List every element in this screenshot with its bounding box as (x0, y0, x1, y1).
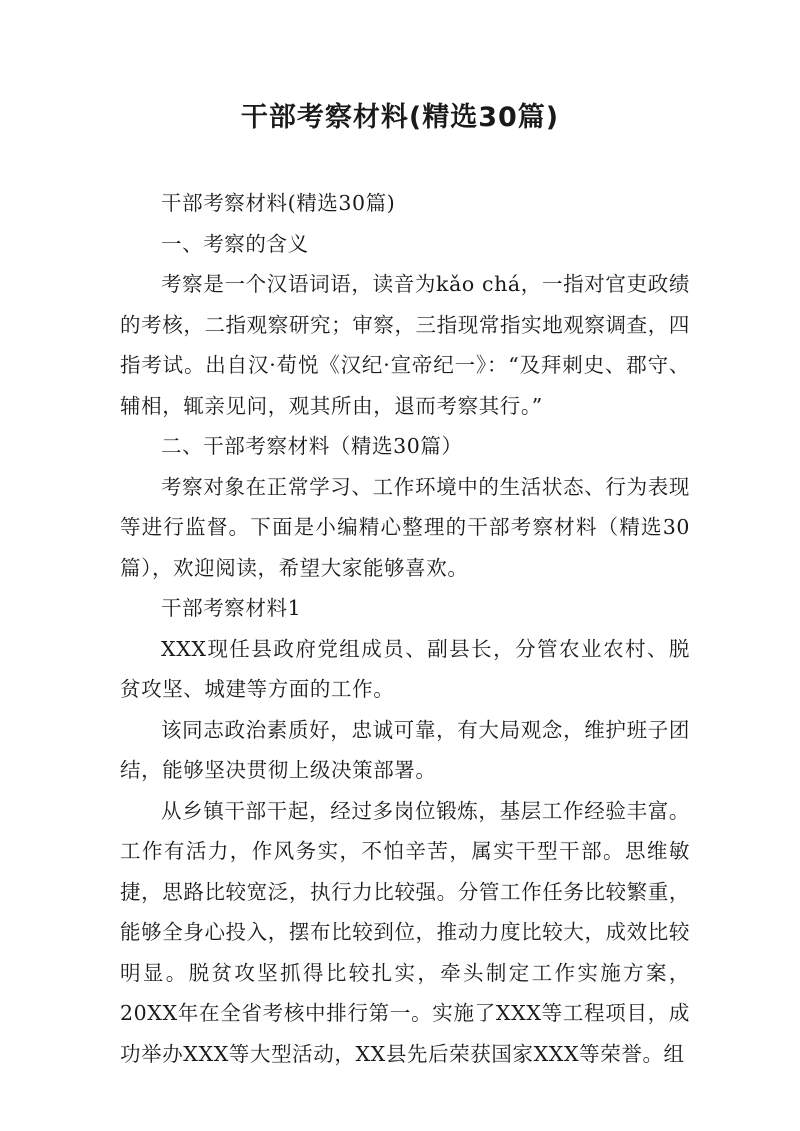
paragraph-work-experience: 从乡镇干部干起，经过多岗位锻炼，基层工作经验丰富。工作有活力，作风务实，不怕辛苦，属实干型干部。思维敏捷，思路比较宽泛，执行力比较强。分管工作任务比较繁重，能够全身心投入，摆布比较到位，推动力度比较大，成效比较明显。脱贫攻坚抓得比较扎实，牵头制定工作实施方案，20XX年在全省考核中排行第一。实施了XXX等工程项目，成功举办XXX等大型活动，XX县先后荣获国家XXX等荣誉。组 (120, 798, 690, 1066)
subheading-material-1: 干部考察材料1 (161, 596, 302, 620)
document-title: 干部考察材料(精选30篇) (240, 102, 560, 133)
document-body (120, 183, 690, 1074)
section-heading-materials: 二、干部考察材料（精选30篇） (161, 434, 463, 458)
paragraph-meaning: 考察是一个汉语词语，读音为kǎo chá，一指对官吏政绩的考核，二指观察研究；审察，三指现常指实地观察调查，四指考试。出自汉·荀悦《汉纪·宣帝纪一》：“及拜刺史、郡守、辅相，辄亲见问，观其所由，退而考察其行。” (120, 272, 690, 418)
paragraph-materials-intro: 考察对象在正常学习、工作环境中的生活状态、行为表现等进行监督。下面是小编精心整理的干部考察材料（精选30篇），欢迎阅读，希望大家能够喜欢。 (120, 474, 690, 580)
paragraph-political-quality: 该同志政治素质好，忠诚可靠，有大局观念，维护班子团结，能够坚决贯彻上级决策部署。 (120, 717, 690, 782)
paragraph-position: XXX现任县政府党组成员、副县长，分管农业农村、脱贫攻坚、城建等方面的工作。 (120, 636, 690, 701)
section-heading-meaning: 一、考察的含义 (161, 231, 309, 256)
paragraph-intro-title: 干部考察材料(精选30篇) (161, 191, 396, 215)
